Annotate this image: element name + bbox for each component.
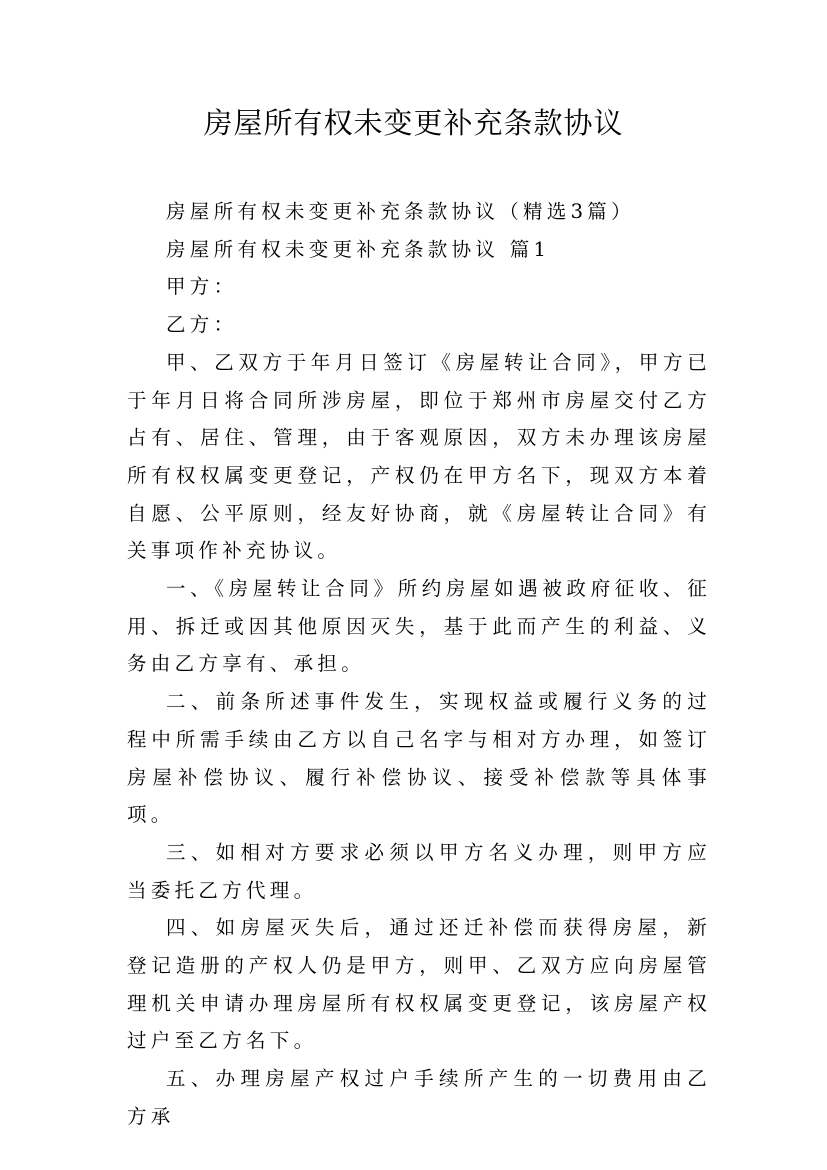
paragraph-clause-3: 三、如相对方要求必须以甲方名义办理，则甲方应当委托乙方代理。 [127,840,711,902]
paragraph-preamble: 甲、乙双方于年月日签订《房屋转让合同》，甲方已于年月日将合同所涉房屋，即位于郑州市房屋交付乙方占有、居住、管理，由于客观原因，双方未办理该房屋所有权权属变更登记，产权仍在甲方名下，现双方本着自愿、公平原则，经友好协商，就《房屋转让合同》有关事项作补充协议。 [127,350,711,563]
paragraph-party-a: 甲方： [166,275,238,299]
paragraph-clause-4: 四、如房屋灭失后，通过还迁补偿而获得房屋，新登记造册的产权人仍是甲方，则甲、乙双方应向房屋管理机关申请办理房屋所有权权属变更登记，该房屋产权过户至乙方名下。 [127,916,711,1053]
paragraph-section-heading: 房屋所有权未变更补充条款协议 篇1 [166,237,551,261]
paragraph-clause-2: 二、前条所述事件发生，实现权益或履行义务的过程中所需手续由乙方以自己名字与相对方办理，如签订房屋补偿协议、履行补偿协议、接受补偿款等具体事项。 [127,690,711,827]
document-body [127,193,711,1136]
paragraph-clause-5: 五、办理房屋产权过户手续所产生的一切费用由乙方承 [127,1067,711,1128]
paragraph-subtitle: 房屋所有权未变更补充条款协议（精选3篇） [166,200,635,223]
paragraph-party-b: 乙方： [166,313,238,337]
document-title: 房屋所有权未变更补充条款协议 [203,106,624,140]
paragraph-clause-1: 一、《房屋转让合同》所约房屋如遇被政府征收、征用、拆迁或因其他原因灭失，基于此而产生的利益、义务由乙方享有、承担。 [127,577,711,676]
